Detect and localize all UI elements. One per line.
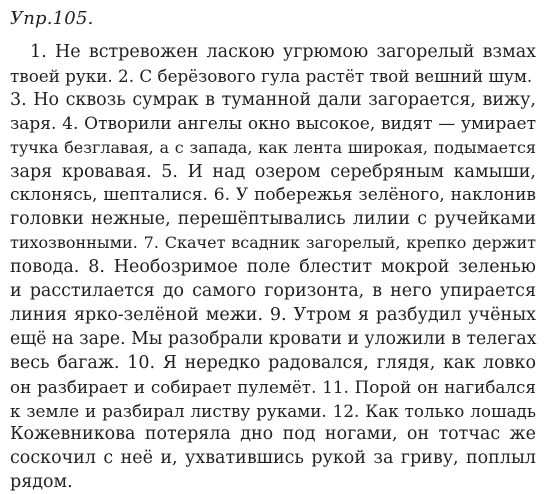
text-line: склонясь, шепталися. 6. У побережья зелёного, наклонив (10, 185, 536, 206)
text-line: к земле и разбирал листву руками. 12. Как только лошадь (10, 400, 536, 421)
text-line: головки нежные, перешёптывались лилии с ручейками (10, 209, 536, 230)
text-line: повода. 8. Необозримое поле блестит мокрой зеленью (10, 257, 536, 278)
exercise-title: Упр.105. (10, 8, 94, 29)
text-line: рядом. (10, 472, 73, 493)
text-line: он разбирает и собирает пулемёт. 11. Порой он нагибался (10, 376, 536, 397)
text-line: заря. 4. Отворили ангелы окно высокое, видят — умирает (10, 113, 536, 134)
text-line: линия ярко-зелёной межи. 9. Утром я разбудил учёных (10, 304, 536, 325)
text-line: твоей руки. 2. С берёзового гула растёт твой вешний шум. (10, 65, 533, 86)
text-line: Кожевникова потеряла дно под ногами, он тотчас же (10, 424, 536, 445)
text-line: тучка безглавая, а с запада, как лента широкая, подымается (10, 137, 536, 157)
text-line: и расстилается до самого горизонта, в него упирается (10, 281, 536, 301)
text-line: весь багаж. 10. Я нередко радовался, глядя, как ловко (10, 352, 536, 373)
text-line: 3. Но сквозь сумрак в туманной дали загорается, вижу, (10, 89, 536, 110)
text-line: заря кровавая. 5. И над озером серебряным камыши, (10, 161, 536, 182)
text-line: соскочил с неё и, ухватившись рукой за гриву, поплыл (10, 448, 536, 469)
text-line: 1. Не встревожен ласкою угрюмою загорелый взмах (30, 42, 536, 62)
text-line: ещё на заре. Мы разобрали кровати и уложили в телегах (10, 328, 537, 349)
text-line: тихозвонными. 7. Скачет всадник загорелый, крепко держит (10, 233, 536, 253)
